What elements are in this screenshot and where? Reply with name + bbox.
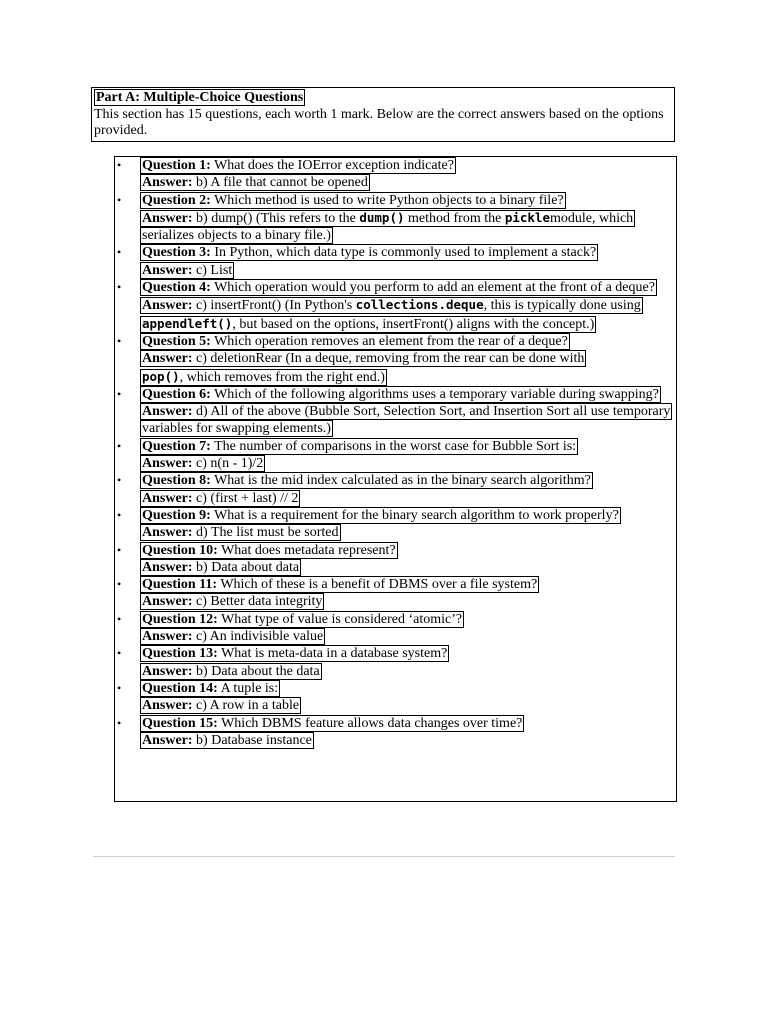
answer-text: Answer: c) insertFront() (In Python's collections.deque, this is typically done using appendleft(), but based on the options, insertFront() aligns with the concept.): [142, 297, 641, 332]
answer-text: Answer: c) Better data integrity: [142, 594, 323, 610]
bullet-icon: •: [117, 577, 122, 592]
list-item: [115, 192, 676, 245]
bullet-icon: •: [117, 646, 122, 661]
bullet-icon: •: [117, 473, 122, 488]
list-item: [115, 157, 676, 192]
list-item: [115, 279, 676, 333]
answer-text: Answer: b) Data about the data: [142, 663, 320, 679]
question-text: Question 2: Which method is used to write Python objects to a binary file?: [142, 192, 564, 208]
answer-text: Answer: c) deletionRear (In a deque, removing from the rear can be done with pop(), which removes from the right end.): [142, 351, 585, 385]
section-title: Part A: Multiple-Choice Questions: [96, 90, 304, 105]
list-item: [115, 386, 676, 438]
bullet-icon: •: [117, 192, 122, 207]
list-item: [115, 715, 676, 750]
list-item: [115, 576, 676, 611]
list-item: [115, 645, 676, 680]
list-item: [115, 244, 676, 279]
answer-text: Answer: b) A file that cannot be opened: [142, 175, 368, 191]
list-item: [115, 438, 676, 473]
question-text: Question 15: Which DBMS feature allows data changes over time?: [142, 715, 523, 731]
question-text: Question 7: The number of comparisons in the worst case for Bubble Sort is:: [142, 438, 577, 454]
section-description: This section has 15 questions, each worth 1 mark. Below are the correct answers based on the options provided.: [94, 106, 664, 138]
answer-text: Answer: d) All of the above (Bubble Sort, Selection Sort, and Insertion Sort all use temporary variables for swapping elements.): [142, 404, 671, 437]
question-list: [114, 156, 677, 802]
question-text: Question 9: What is a requirement for the binary search algorithm to work properly?: [142, 507, 619, 523]
bullet-icon: •: [117, 280, 122, 295]
bullet-icon: •: [117, 680, 122, 695]
answer-text: Answer: c) An indivisible value: [142, 629, 324, 645]
question-text: Question 5: Which operation removes an element from the rear of a deque?: [142, 333, 568, 349]
answer-text: Answer: b) dump() (This refers to the dump() method from the picklemodule, which serializes objects to a binary file.): [142, 209, 634, 244]
list-item: [115, 680, 676, 715]
list-item: [115, 507, 676, 542]
question-text: Question 1: What does the IOError exception indicate?: [142, 158, 454, 173]
list-item: [115, 333, 676, 386]
answer-text: Answer: c) n(n - 1)/2: [142, 456, 264, 472]
bullet-icon: •: [117, 158, 122, 172]
answer-text: Answer: b) Data about data: [142, 559, 300, 575]
question-text: Question 3: In Python, which data type is commonly used to implement a stack?: [142, 245, 597, 261]
bullet-icon: •: [117, 245, 122, 260]
answer-text: Answer: b) Database instance: [142, 732, 312, 748]
intro-box: [91, 87, 675, 142]
answer-text: Answer: c) A row in a table: [142, 698, 300, 714]
answer-text: Answer: c) List: [142, 262, 233, 278]
question-text: Question 4: Which operation would you perform to add an element at the front of a deque?: [142, 280, 655, 296]
answer-text: Answer: d) The list must be sorted: [142, 525, 339, 541]
question-text: Question 10: What does metadata represent?: [142, 542, 396, 558]
divider: [93, 856, 675, 857]
question-text: Question 11: Which of these is a benefit of DBMS over a file system?: [142, 577, 538, 593]
bullet-icon: •: [117, 438, 122, 453]
answer-text: Answer: c) (first + last) // 2: [142, 490, 299, 506]
list-item: [115, 472, 676, 507]
question-text: Question 6: Which of the following algorithms uses a temporary variable during swapping?: [142, 386, 659, 402]
bullet-icon: •: [117, 611, 122, 626]
bullet-icon: •: [117, 542, 122, 557]
question-text: Question 14: A tuple is:: [142, 680, 279, 696]
question-text: Question 13: What is meta-data in a database system?: [142, 646, 448, 662]
bullet-icon: •: [117, 386, 122, 401]
bullet-icon: •: [117, 507, 122, 522]
question-text: Question 12: What type of value is considered ‘atomic’?: [142, 611, 463, 627]
bullet-icon: •: [117, 333, 122, 348]
list-item: [115, 611, 676, 646]
list-item: [115, 542, 676, 577]
question-text: Question 8: What is the mid index calculated as in the binary search algorithm?: [142, 473, 591, 489]
bullet-icon: •: [117, 715, 122, 730]
